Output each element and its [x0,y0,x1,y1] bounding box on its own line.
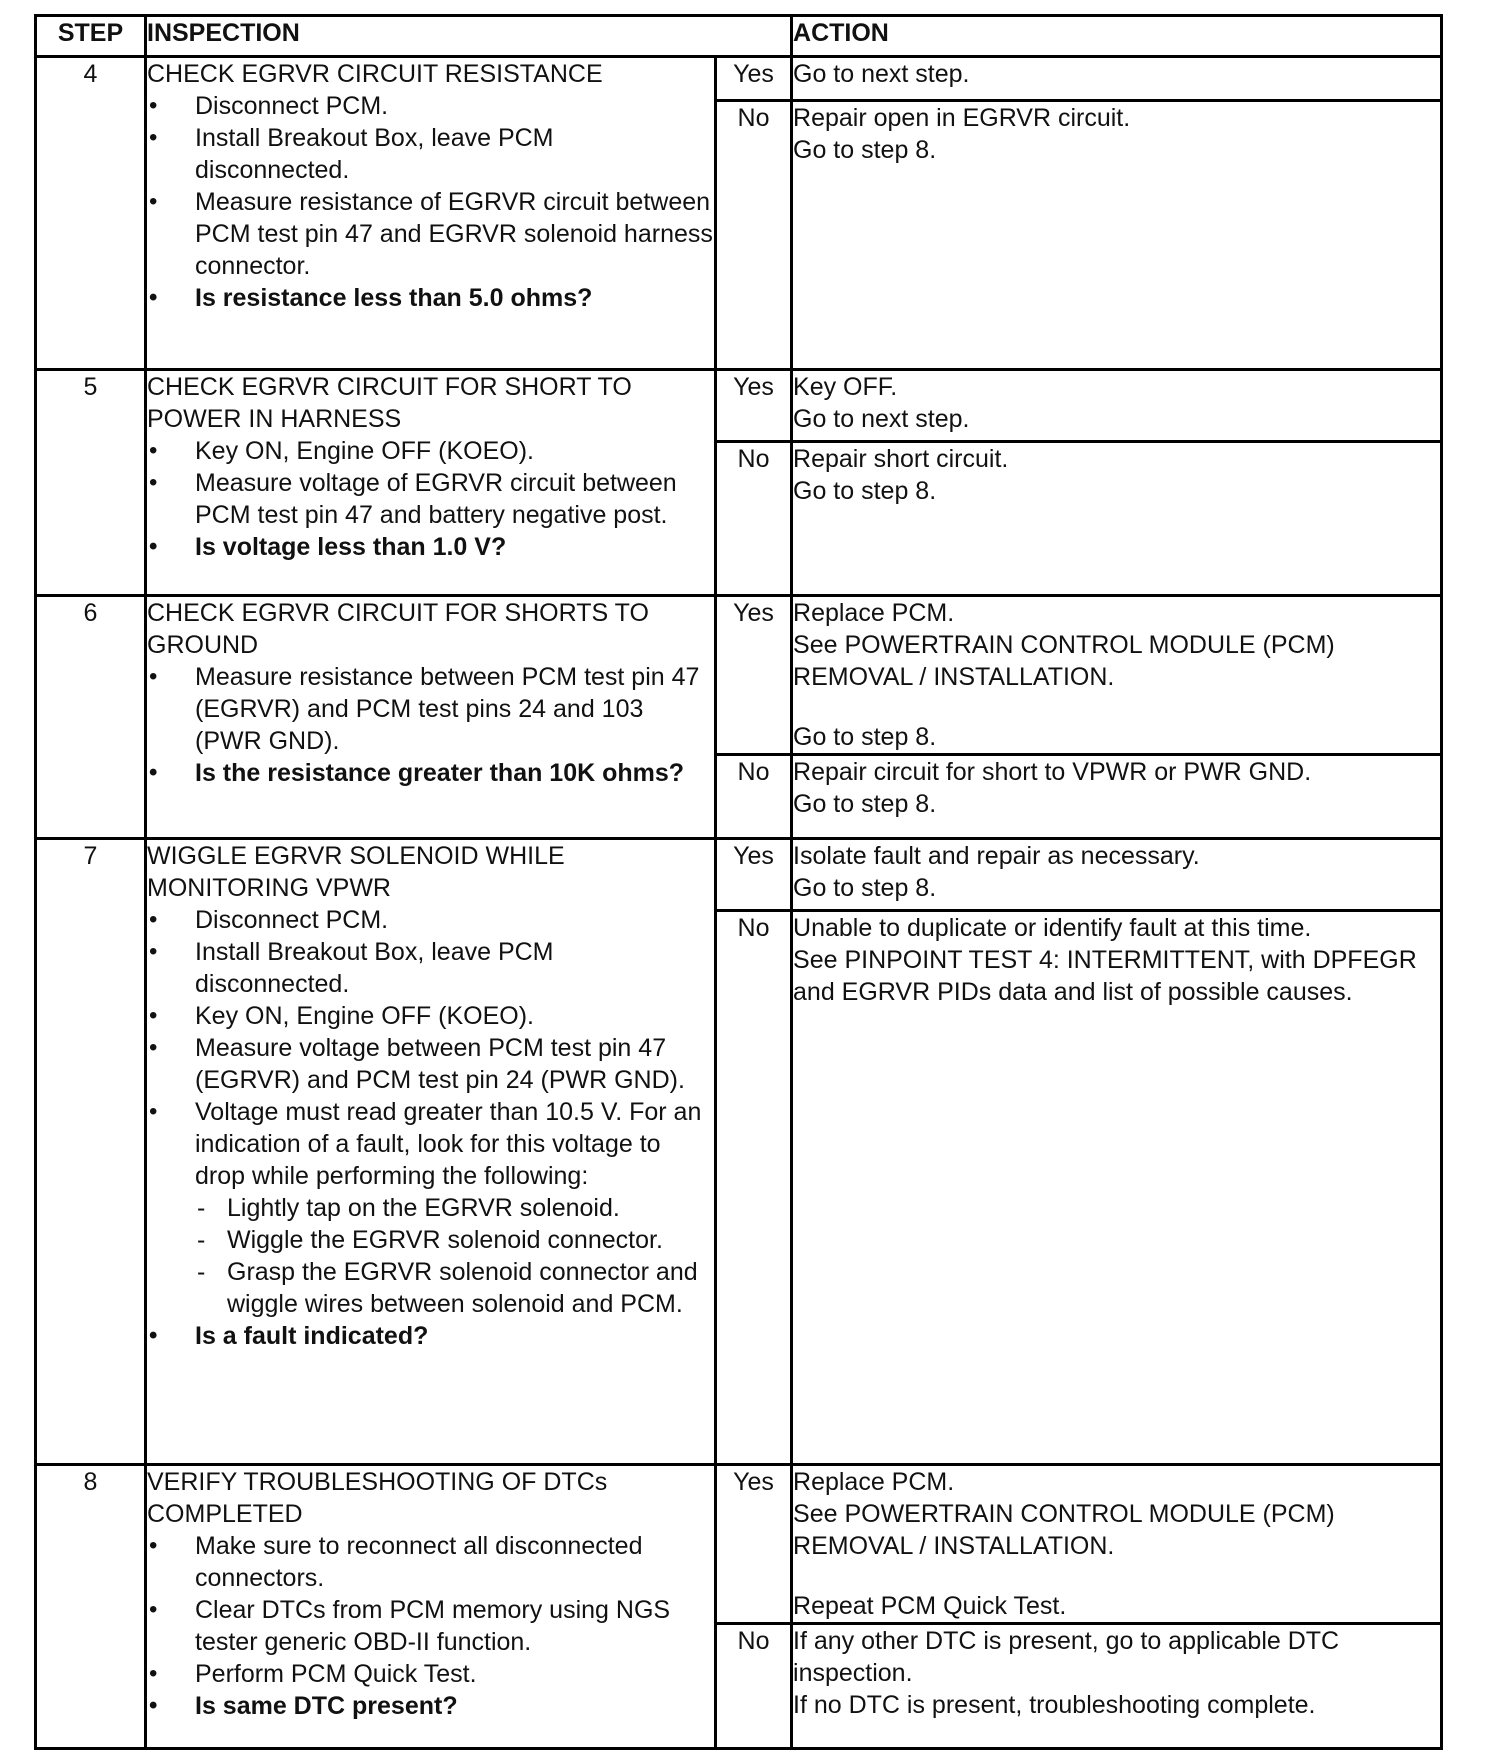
bullet-item: • Make sure to reconnect all disconnected connectors. [147,1530,714,1594]
bullet-list [147,435,714,563]
bullet-item: • Disconnect PCM. [147,90,714,122]
bullet-item: • Install Breakout Box, leave PCM disconnected. [147,936,714,1000]
action-line: Repeat PCM Quick Test. [793,1591,1067,1620]
bullet-item: • Key ON, Engine OFF (KOEO). [147,435,714,467]
action-line: Repair circuit for short to VPWR or PWR GND. [793,757,1312,786]
action-line: Go to step 8. [793,873,937,902]
inspection-question: • Is resistance less than 5.0 ohms? [147,282,714,314]
action-line: Repair open in EGRVR circuit. [793,104,1131,132]
yes-action [792,1464,1442,1623]
step-number: 4 [36,57,146,370]
inspection-title: CHECK EGRVR CIRCUIT FOR SHORT TO POWER IN HARNESS [147,372,632,433]
spacer [793,693,1440,721]
no-action [792,910,1442,1464]
inspection-question: • Is same DTC present? [147,1690,714,1722]
no-label: No [716,441,792,595]
bullet-item: • Measure resistance of EGRVR circuit between PCM test pin 47 and EGRVR solenoid harness connector. [147,186,714,282]
inspection-cell [146,595,716,838]
no-action [792,101,1442,370]
action-line: Go to next step. [793,404,970,433]
sub-item: - Wiggle the EGRVR solenoid connector. [195,1224,714,1256]
action-line: If any other DTC is present, go to applicable DTC inspection. [793,1626,1340,1687]
action-line: Repair short circuit. [793,444,1009,473]
bullet-item: • Perform PCM Quick Test. [147,1658,714,1690]
action-line: Unable to duplicate or identify fault at this time. [793,913,1312,942]
bullet-item: • Clear DTCs from PCM memory using NGS tester generic OBD-II function. [147,1594,714,1658]
action-line: Isolate fault and repair as necessary. [793,841,1200,870]
bullet-item: • Install Breakout Box, leave PCM disconnected. [147,122,714,186]
action-line: If no DTC is present, troubleshooting complete. [793,1690,1316,1719]
action-line: Replace PCM. [793,1467,955,1496]
action-line: Replace PCM. [793,598,955,627]
yes-label: Yes [716,369,792,441]
bullet-item: • Measure voltage between PCM test pin 47 (EGRVR) and PCM test pin 24 (PWR GND). [147,1032,714,1096]
bullet-item: • Key ON, Engine OFF (KOEO). [147,1000,714,1032]
step-row-yes [36,57,1442,101]
inspection-question: • Is voltage less than 1.0 V? [147,531,714,563]
sub-list [195,1192,714,1320]
inspection-title: CHECK EGRVR CIRCUIT FOR SHORTS TO GROUND [147,598,649,659]
bullet-list [147,1530,714,1722]
yes-action [792,57,1442,101]
bullet-item: • Disconnect PCM. [147,904,714,936]
step-row-yes [36,1464,1442,1623]
diagnostic-table [34,14,1443,1750]
no-label: No [716,101,792,370]
inspection-question: • Is the resistance greater than 10K ohms? [147,757,714,789]
step-row-yes [36,369,1442,441]
yes-label: Yes [716,1464,792,1623]
header-action: ACTION [792,16,1442,57]
no-action [792,441,1442,595]
action-line: Go to step 8. [793,722,937,751]
inspection-cell [146,1464,716,1748]
inspection-question: • Is a fault indicated? [147,1320,714,1352]
yes-action [792,595,1442,754]
inspection-title: WIGGLE EGRVR SOLENOID WHILE MONITORING VPWR [147,841,565,902]
bullet-item: • Measure resistance between PCM test pin 47 (EGRVR) and PCM test pins 24 and 103 (PWR GND). [147,661,714,757]
inspection-cell [146,369,716,595]
spacer [793,1562,1440,1590]
header-row [36,16,1442,57]
step-number: 7 [36,838,146,1464]
action-line: Go to step 8. [793,476,937,505]
no-action [792,754,1442,838]
yes-action [792,369,1442,441]
no-label: No [716,1623,792,1748]
sub-item: - Grasp the EGRVR solenoid connector and wiggle wires between solenoid and PCM. [195,1256,714,1320]
yes-label: Yes [716,838,792,910]
action-line: See POWERTRAIN CONTROL MODULE (PCM) REMOVAL / INSTALLATION. [793,1499,1335,1560]
step-number: 8 [36,1464,146,1748]
bullet-list [147,661,714,789]
step-row-yes [36,595,1442,754]
no-action [792,1623,1442,1748]
no-label: No [716,910,792,1464]
step-number: 5 [36,369,146,595]
no-label: No [716,754,792,838]
header-step: STEP [36,16,146,57]
inspection-cell [146,57,716,370]
action-line: Go to step 8. [793,136,937,164]
bullet-list [147,90,714,314]
action-line: See POWERTRAIN CONTROL MODULE (PCM) REMOVAL / INSTALLATION. [793,630,1335,691]
action-line: Go to step 8. [793,789,937,818]
action-line: Go to next step. [793,60,970,88]
inspection-cell [146,838,716,1464]
yes-label: Yes [716,595,792,754]
bullet-item: • Measure voltage of EGRVR circuit between PCM test pin 47 and battery negative post. [147,467,714,531]
yes-label: Yes [716,57,792,101]
bullet-list [147,904,714,1352]
bullet-item [147,1096,714,1320]
bullet-text: Voltage must read greater than 10.5 V. For an indication of a fault, look for this voltage to drop while performing the following: [195,1097,702,1190]
yes-action [792,838,1442,910]
sub-item: - Lightly tap on the EGRVR solenoid. [195,1192,714,1224]
inspection-title: VERIFY TROUBLESHOOTING OF DTCs COMPLETED [147,1467,608,1528]
step-row-yes [36,838,1442,910]
action-line: See PINPOINT TEST 4: INTERMITTENT, with DPFEGR and EGRVR PIDs data and list of possible causes. [793,945,1417,1006]
inspection-title: CHECK EGRVR CIRCUIT RESISTANCE [147,60,603,88]
header-inspection: INSPECTION [146,16,792,57]
step-number: 6 [36,595,146,838]
action-line: Key OFF. [793,372,898,401]
